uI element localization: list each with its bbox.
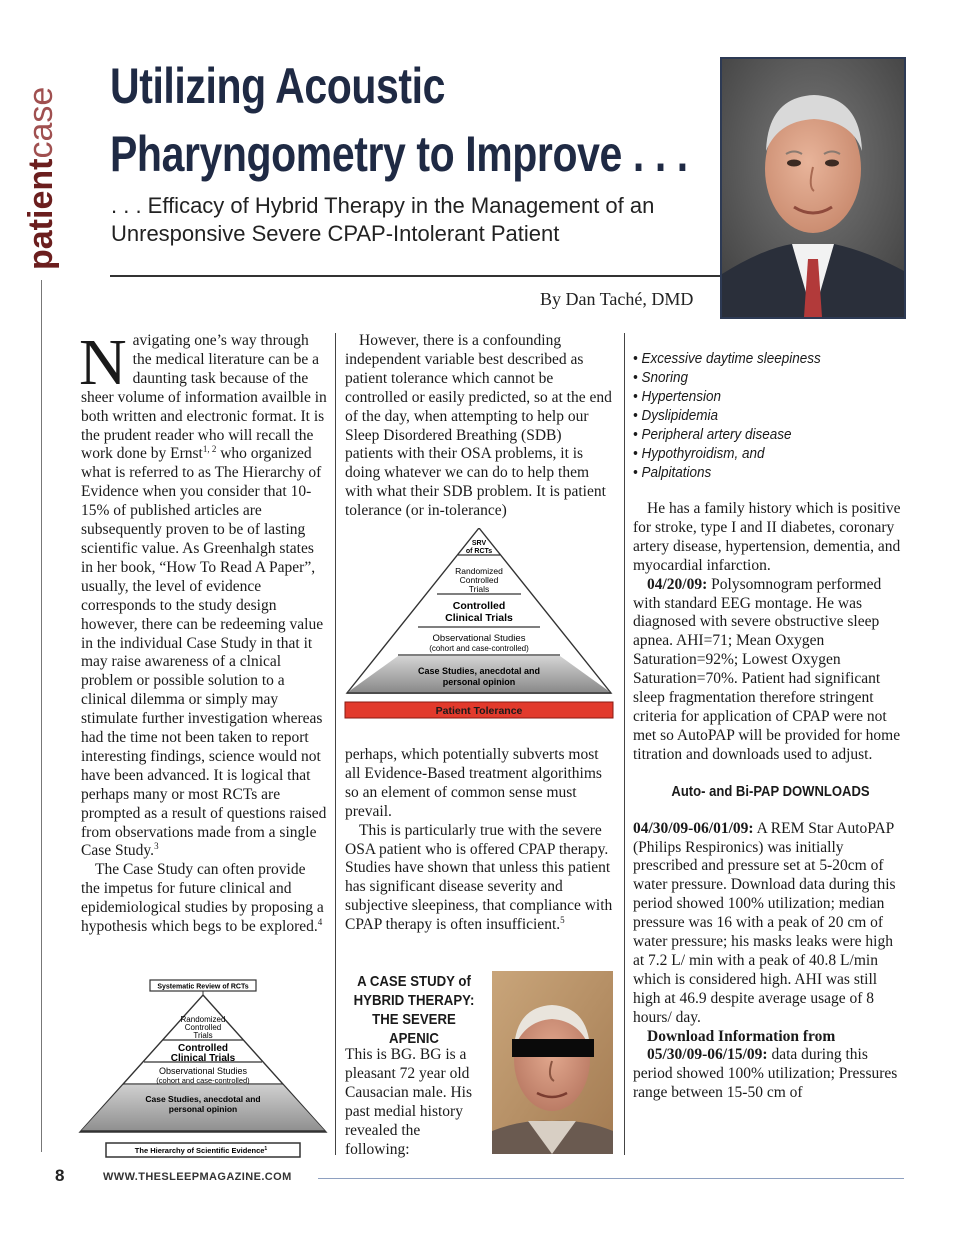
autopap-dates: 04/30/09-06/01/09: [633, 819, 754, 837]
pyramid2-tier1-l2: Controlled [459, 575, 499, 585]
pyramid2-tier4-l2: personal opinion [442, 677, 516, 687]
intro-paragraph [79, 326, 327, 861]
list-item: • Hypothyroidism, and [633, 445, 765, 462]
list-item: • Palpitations [633, 464, 712, 481]
autopap-paragraph [633, 820, 908, 1028]
subverts-paragraph: perhaps, which potentially subverts most all Evidence-Based treatment algorithims so an element of common sense must prevail. [345, 746, 602, 820]
column-2-bottom [345, 1046, 487, 1159]
pyramid2-top-l2: of RCTs [465, 548, 493, 555]
pyramid1-caption [135, 1146, 268, 1155]
section-label [22, 50, 62, 270]
column-2-top [345, 332, 613, 521]
drop-cap: N [79, 326, 127, 399]
history-list [633, 349, 903, 482]
pyramid1-tier2-l1: Controlled [178, 1043, 228, 1054]
column-3 [633, 349, 908, 1103]
pyramid2-tier4-l1: Case Studies, anecdotal and [417, 666, 541, 676]
byline: By Dan Taché, DMD [540, 289, 694, 309]
pyramid2-tier1-l3: Trials [468, 584, 490, 594]
section-label-bold: patient [22, 158, 60, 270]
pyramid1-tier1-l2: Controlled [184, 1023, 222, 1032]
pyramid1-tier4-l1: Case Studies, anecdotal and [145, 1094, 261, 1104]
header-rule [110, 275, 722, 277]
cpap-paragraph [345, 822, 613, 935]
intro-text-cont: who organized what is referred to as The Hierarchy of Evidence when you consider that 10-15% of published articles are subsequently proven to be of lasting scientific value. As Greenhalgh states in her book, “How To Read A Paper”, usually, the level of evidence corresponds to the study design however, there can be redeeming value in the individual Case Study in that it may raise awareness of a clnical problem or possible solution to a clinical dilemma or simply may stimulate further investigation whereas had the time not been taken to report interesting findings, science would not have been advanced. It is logical that perhaps many or most RCTs are prompted as a result of questions raised from observations made from a single Case Study. [81, 445, 327, 860]
article-subtitle [111, 192, 711, 248]
tolerance-paragraph: However, there is a confounding independent variable best described as patient tolerance which cannot be controlled or easily predicted, so at the end of the day, when attempting to help our Sleep Disordered Breathing (SDB) patients with their OSA problems, it is doing whatever we can do to help them with what their SDB problem. It is patient tolerance (or in-tolerance) [345, 332, 612, 520]
case-head-line-1: A CASE STUDY of [357, 973, 471, 990]
intro-text: avigating one’s way through the medical literature can be a daunting task because of the sheer volume of information availble in both written and electronic format. It is the prudent reader who will recall the work done by Ernst [81, 332, 327, 463]
hierarchy-pyramid [78, 977, 330, 1159]
footnote-ref-4: 4 [317, 916, 323, 927]
case-head-line-2: HYBRID THERAPY: [353, 992, 475, 1009]
list-item: • Dyslipidemia [633, 407, 719, 424]
case-study-heading [352, 972, 477, 1048]
polysomnogram-text: Polysomnogram performed with standard EEG montage. He was diagnosed with severe obstructive sleep apnea. AHI=71; Mean Oxygen Saturation=92%; Lowest Oxygen Saturation=70%. Patient had significant sleep fragmentation therefore stringent criteria for application of CPAP were not met so AutoPAP will be provided for home titration and downloads used to adjust. [633, 575, 901, 763]
pyramid2-tier2-l1: Controlled [452, 600, 506, 612]
column-rule-1 [335, 333, 336, 1155]
pyramid1-tier4-l2: personal opinion [168, 1104, 238, 1114]
autopap-text: A REM Star AutoPAP (Philips Respironics) was initially prescribed and pressure set at 5-20cm of water pressure. Download data during this period showed 100% utilization; median pressure was 16 with a peak of 20 cm of water pressure; his masks leaks were high at 7.2 L/ min with a peak of 40.8 L/min which is considered high. AHI was still high at 46.9 despite average usage of 8 hours/ day. [633, 819, 896, 1026]
patient-tolerance-bar: Patient Tolerance [435, 705, 523, 717]
pyramid1-caption-sup: 1 [264, 1146, 268, 1152]
tolerance-pyramid [343, 528, 615, 723]
pyramid1-tier1-l3: Trials [193, 1031, 213, 1040]
subtitle-line-2: Unresponsive Severe CPAP-Intolerant Patient [111, 221, 560, 246]
svg-text:patientcase [22, 87, 60, 270]
pyramid1-tier2-l2: Clinical Trials [170, 1053, 236, 1064]
pyramid2-tier3-l2: (cohort and case-controlled) [429, 644, 529, 653]
cpap-text: This is particularly true with the severe OSA patient who is offered CPAP therapy. Studies have shown that unless this patient has significant disease severity and subjective sleepiness, that compliance with CPAP therapy is often insufficient. [345, 821, 613, 934]
polysomnogram-date: 04/20/09: [647, 575, 708, 593]
case-head-line-3: THE SEVERE APENIC [372, 1011, 456, 1047]
pyramid2-tier3-l1: Observational Studies [432, 633, 526, 644]
patient-intro-paragraph: This is BG. BG is a pleasant 72 year old Causacian male. His past medial history revealed the following: [345, 1046, 472, 1158]
footer-url: WWW.THESLEEPMAGAZINE.COM [103, 1171, 292, 1183]
subtitle-line-1: . . . Efficacy of Hybrid Therapy in the Management of an [111, 193, 655, 218]
pyramid1-tier1-l1: Randomized [180, 1015, 226, 1024]
author-photo [720, 57, 906, 319]
pyramid1-tier3-l2: (cohort and case-controlled) [156, 1076, 250, 1085]
family-history-paragraph: He has a family history which is positive for stroke, type I and II diabetes, coronary artery disease, hypertension, dementia, and myocardial infarction. [633, 500, 901, 574]
page-number: 8 [55, 1166, 65, 1185]
column-1 [79, 326, 327, 937]
download-info-dates: 05/30/09-06/15/09: [647, 1046, 768, 1064]
pyramid1-caption-text: The Hierarchy of Scientific Evidence [134, 1146, 265, 1155]
list-item: • Excessive daytime sleepiness [633, 350, 821, 367]
title-line-1: Utilizing Acoustic [110, 58, 446, 114]
case-study-text: The Case Study can often provide the impetus for future clinical and epidemiological studies by proposing a hypothesis which begs to be explored. [81, 861, 324, 936]
polysomnogram-paragraph [633, 576, 908, 765]
section-label-light: case [22, 86, 60, 159]
list-item: • Peripheral artery disease [633, 426, 792, 443]
list-item: • Snoring [633, 369, 689, 386]
footnote-ref-1-2: 1, 2 [202, 444, 217, 455]
article-title [110, 52, 688, 188]
patient-photo [492, 971, 613, 1154]
download-info-text: data during this period showed 100% utilization; Pressures range between 15-50 cm of [633, 1046, 898, 1102]
footnote-ref-5: 5 [560, 915, 565, 925]
side-rule [41, 280, 42, 1152]
column-2-mid [345, 746, 613, 935]
column-rule-2 [624, 333, 625, 1155]
pyramid2-tier1-l1: Randomized [455, 566, 503, 576]
case-study-paragraph [81, 861, 327, 937]
download-info-paragraph [633, 1028, 908, 1104]
footnote-ref-3: 3 [154, 841, 159, 852]
downloads-heading: Auto- and Bi-PAP DOWNLOADS [671, 783, 870, 800]
pyramid1-top-box: Systematic Review of RCTs [157, 983, 249, 991]
download-info-lead: Download Information from [647, 1027, 836, 1045]
list-item: • Hypertension [633, 388, 722, 405]
title-line-2: Pharyngometry to Improve . . . [110, 126, 688, 182]
pyramid2-tier2-l2: Clinical Trials [445, 612, 513, 624]
privacy-bar [512, 1039, 594, 1057]
pyramid2-top-l1: SRV [471, 540, 487, 547]
footer-rule [318, 1178, 904, 1179]
pyramid1-tier3-l1: Observational Studies [158, 1066, 248, 1076]
